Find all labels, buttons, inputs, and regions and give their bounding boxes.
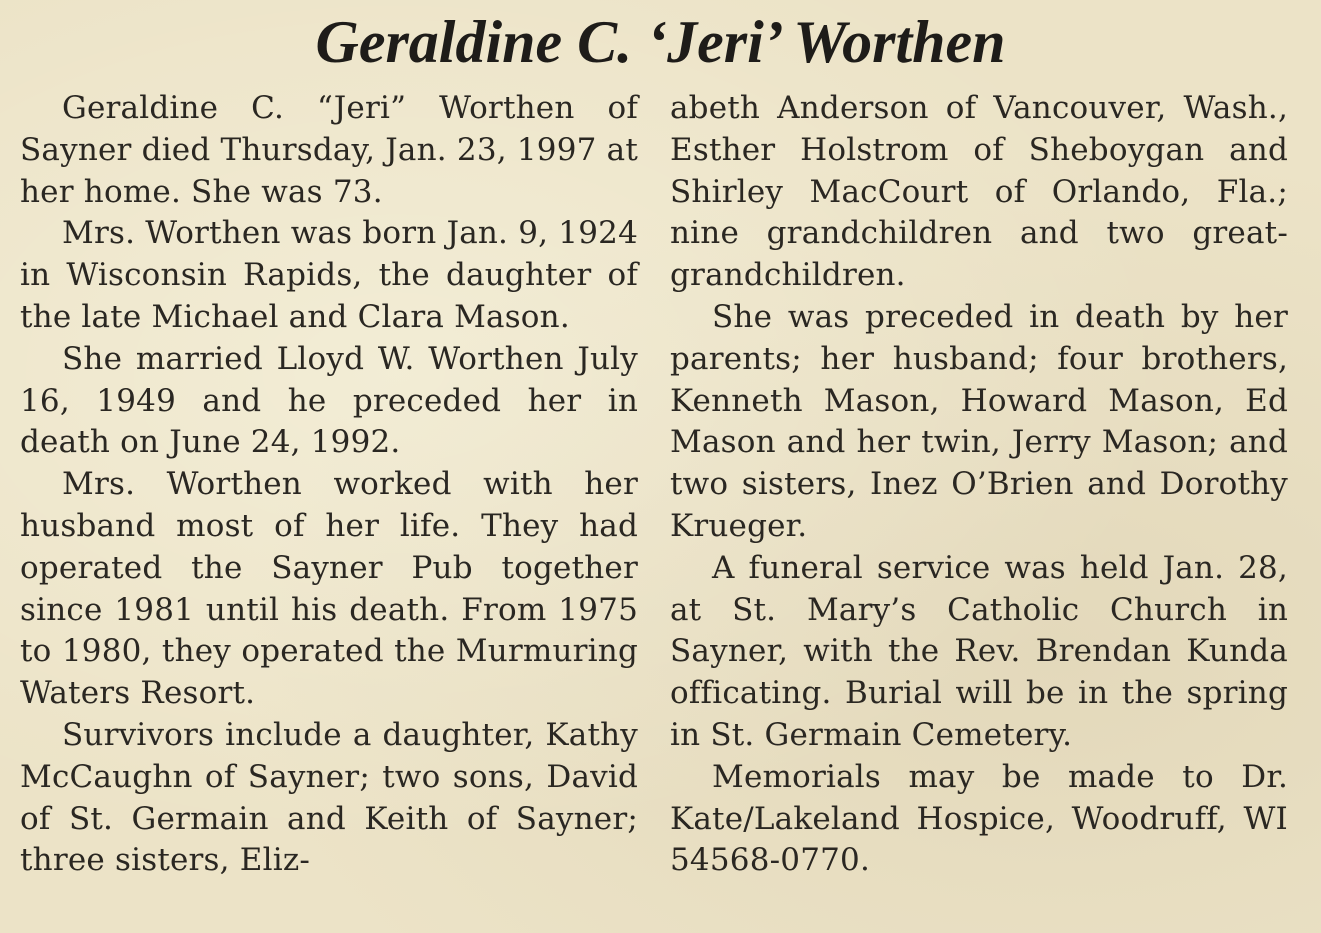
paragraph-preceded: She was preceded in death by her parents; her husband; four brothers, Kenneth Mason, Howard Mason, Ed Mason and her twin, Jerry Mason; and two sisters, Inez O’Brien and Dorothy Krueger. <box>670 298 1288 544</box>
paragraph-death-notice: Geraldine C. “Jeri” Worthen of Sayner died Thursday, Jan. 23, 1997 at her home. She was 73. <box>20 90 638 210</box>
right-column <box>670 88 1288 882</box>
paragraph-marriage: She married Lloyd W. Worthen July 16, 1949 and he preceded her in death on June 24, 1992. <box>20 340 638 461</box>
obituary-headline: Geraldine C. ‘Jeri’ Worthen <box>315 9 1006 75</box>
paragraph-birth: Mrs. Worthen was born Jan. 9, 1924 in Wisconsin Rapids, the daughter of the late Michael and Clara Mason. <box>20 215 638 335</box>
paragraph-work: Mrs. Worthen worked with her husband most of her life. They had operated the Sayner Pub together since 1981 until his death. From 1975 to 1980, they operated the Murmuring Waters Resort. <box>20 466 638 712</box>
paragraph-memorials: Memorials may be made to Dr. Kate/Lakeland Hospice, Woodruff, WI 54568-0770. <box>670 758 1288 879</box>
paragraph-survivors: Survivors include a daughter, Kathy McCaughn of Sayner; two sons, David of St. Germain and Keith of Sayner; three sisters, Eliz- <box>20 716 638 879</box>
paragraph-funeral: A funeral service was held Jan. 28, at St. Mary’s Catholic Church in Sayner, with the Rev. Brendan Kunda officating. Burial will be in the spring in St. Germain Cemetery. <box>670 549 1288 753</box>
left-column <box>20 88 638 882</box>
paragraph-survivors-continued: abeth Anderson of Vancouver, Wash., Esther Holstrom of Sheboygan and Shirley MacCourt of Orlando, Fla.; nine grandchildren and two great-grandchildren. <box>670 90 1288 294</box>
